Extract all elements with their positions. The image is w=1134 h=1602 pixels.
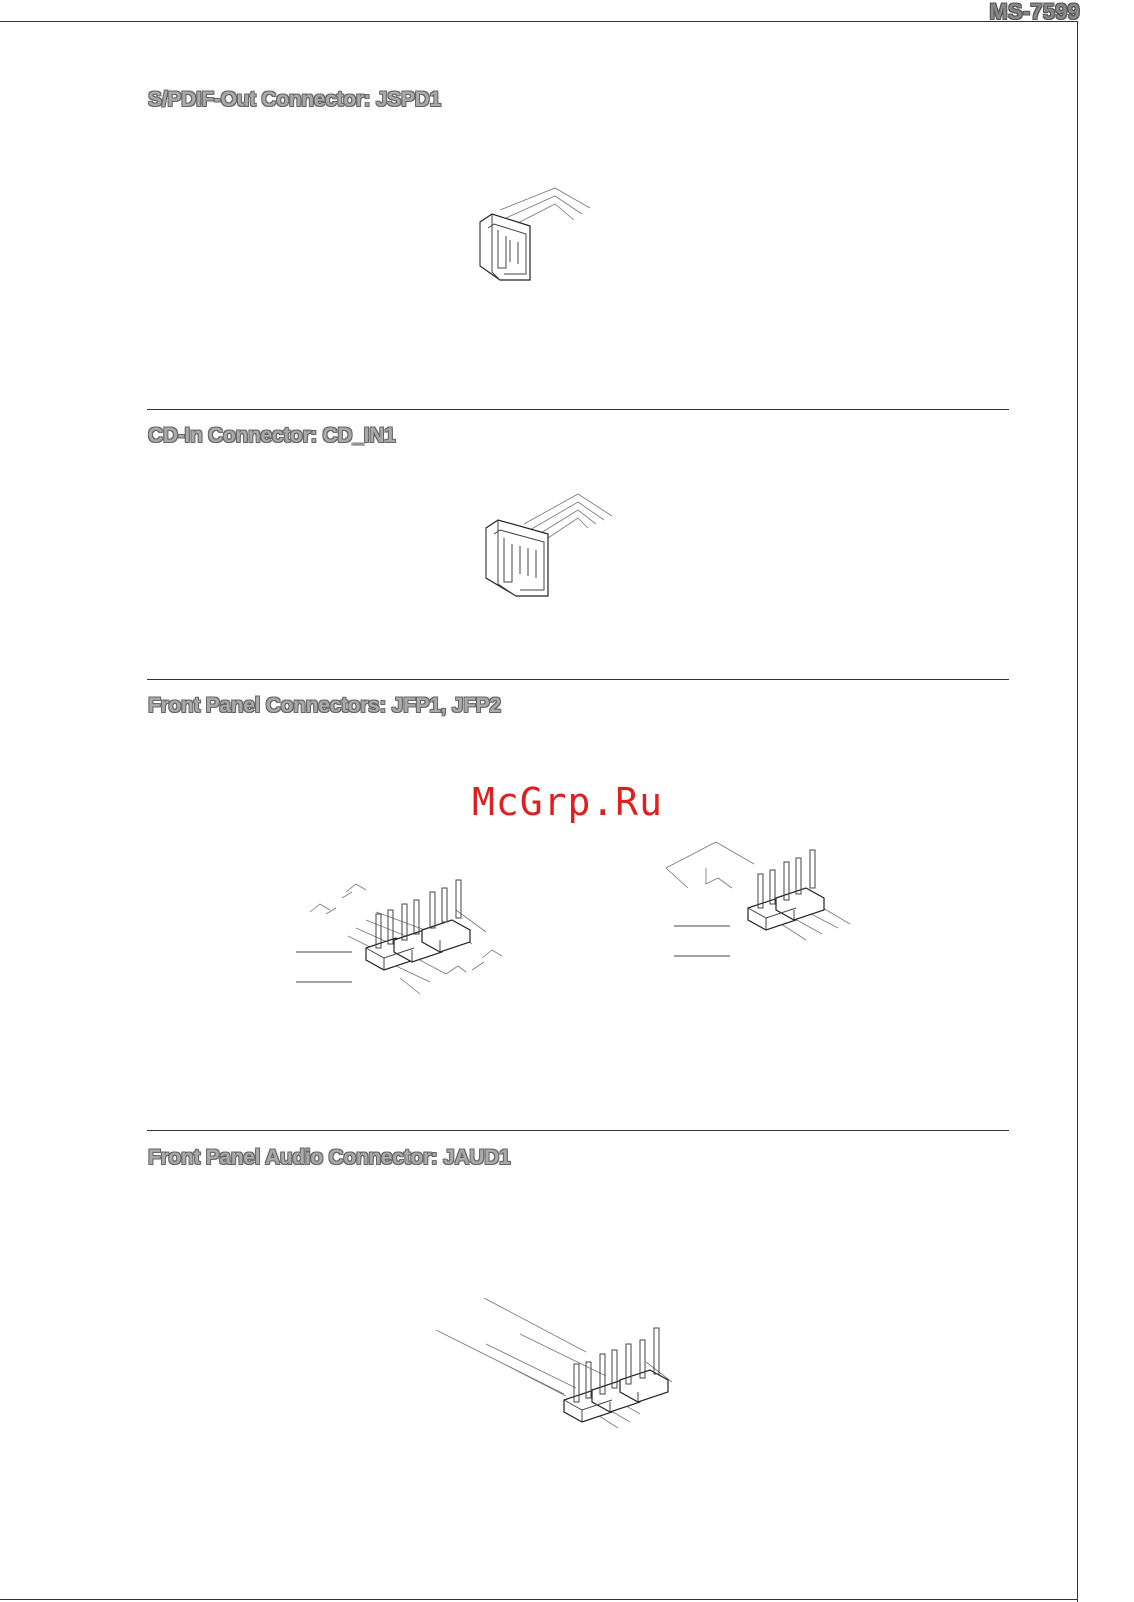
page-frame-top <box>0 21 1078 22</box>
section-divider <box>147 1130 1009 1131</box>
section-title-cd-in: CD-In Connector: CD_IN1 <box>148 424 396 447</box>
model-number: MS-7599 <box>989 0 1080 24</box>
section-divider <box>147 409 1009 410</box>
section-title-front-panel-audio: Front Panel Audio Connector: JAUD1 <box>148 1146 511 1169</box>
section-divider <box>147 679 1009 680</box>
section-title-front-panel: Front Panel Connectors: JFP1, JFP2 <box>148 694 501 717</box>
cd-in-connector-diagram <box>482 490 622 600</box>
page-frame-right <box>1077 21 1078 1602</box>
jfp2-connector-diagram <box>666 838 866 978</box>
watermark: McGrp.Ru <box>472 780 664 824</box>
jfp1-connector-diagram <box>296 870 526 1010</box>
section-title-spdif: S/PDIF-Out Connector: JSPD1 <box>148 88 441 111</box>
page-frame-bottom <box>0 1599 1078 1600</box>
jaud1-connector-diagram <box>436 1290 686 1440</box>
spdif-connector-diagram <box>470 180 610 290</box>
